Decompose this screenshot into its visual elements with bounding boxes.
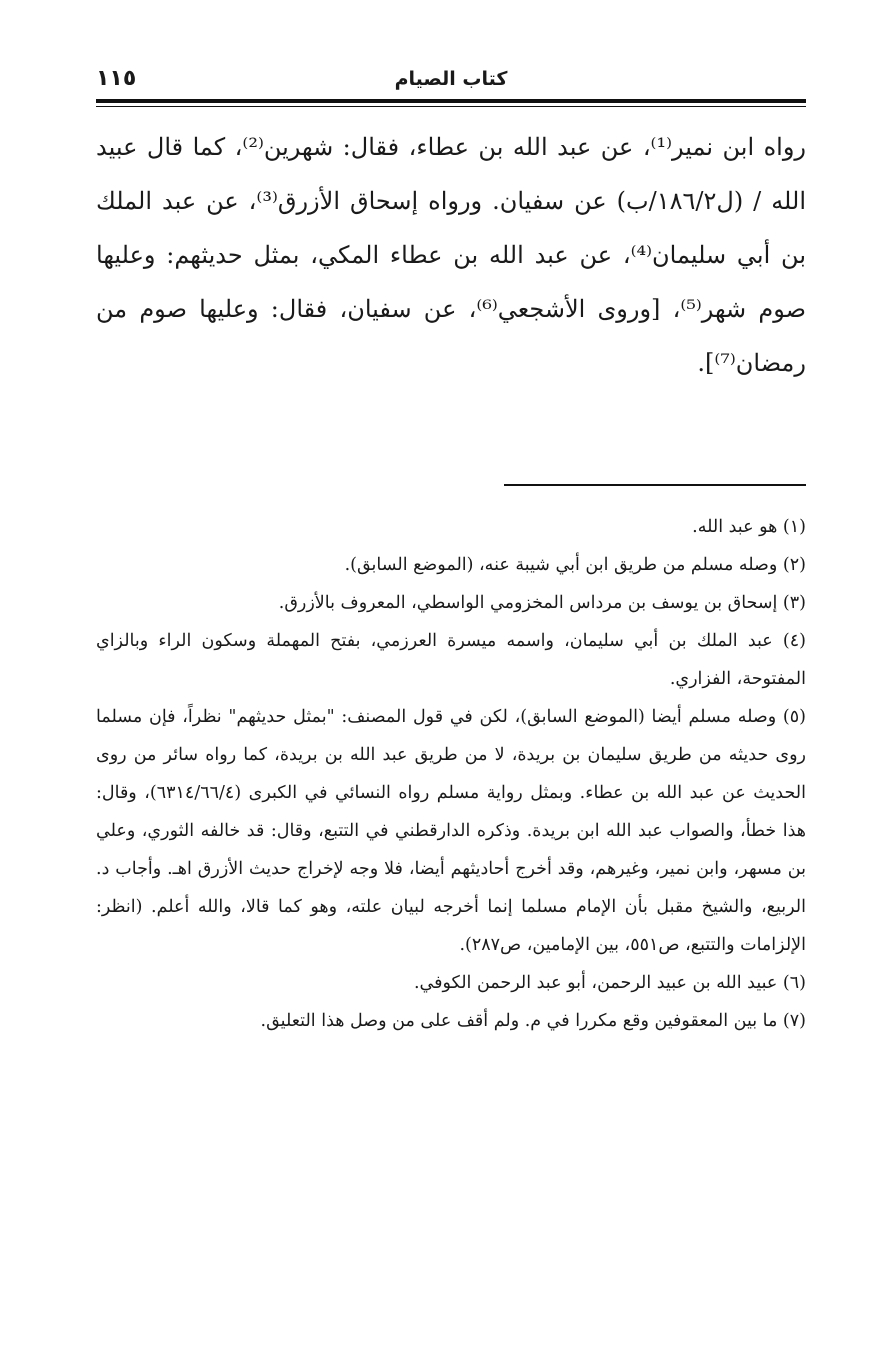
footnote-2: (٢) وصله مسلم من طريق ابن أبي شيبة عنه، (الموضع السابق). [344, 555, 806, 575]
footnotes-block [96, 508, 806, 1040]
footnote-6: (٦) عبيد الله بن عبيد الرحمن، أبو عبد الرحمن الكوفي. [413, 973, 806, 993]
running-header [96, 66, 806, 100]
footnote-4: (٤) عبد الملك بن أبي سليمان، واسمه ميسرة العرزمي، بفتح المهملة وسكون الراء وبالزاي المفتوحة، الفزاري. [96, 631, 806, 689]
footnote-separator [504, 484, 806, 486]
page-number: ١١٥ [96, 66, 137, 91]
footnote-1: (١) هو عبد الله. [692, 517, 806, 537]
footnote-5: (٥) وصله مسلم أيضا (الموضع السابق)، لكن في قول المصنف: "بمثل حديثهم" نظراً، فإن مسلما روى حديثه من طريق سليمان بن بريدة، لا من طريق عبد الله بن بريدة، كما رواه سائر من روى الحديث عن عبد الله بن عطاء. وبمثل رواية مسلم رواه النسائي في الكبرى (٦٣١٤/٦٦/٤)، وقال: هذا خطأ، والصواب عبد الله ابن بريدة. وذكره الدارقطني في التتبع، وقال: قد خالفه الثوري، وعلي بن مسهر، وابن نمير، وغيرهم، وقد أخرج أحاديثهم أيضا، فلا وجه لإخراج حديث الأزرق اهـ. وأجاب د. الربيع، والشيخ مقبل بأن الإمام مسلما إنما أخرجه لبيان علته، وهو كما قالا، والله أعلم. (انظر: الإلزامات والتتبع، ص٥٥١، بين الإمامين، ص٢٨٧). [96, 707, 806, 955]
chapter-title: كتاب الصيام [394, 68, 508, 90]
header-rule-thick [96, 99, 806, 103]
main-paragraph: رواه ابن نمير⁽¹⁾، عن عبد الله بن عطاء، فقال: شهرين⁽²⁾، كما قال عبيد الله / (ل١٨٦/٢/ب) عن سفيان. ورواه إسحاق الأزرق⁽³⁾، عن عبد الملك بن أبي سليمان⁽⁴⁾، عن عبد الله بن عطاء المكي، بمثل حديثهم: وعليها صوم شهر⁽⁵⁾، [وروى الأشجعي⁽⁶⁾، عن سفيان، فقال: وعليها صوم من رمضان⁽⁷⁾]. [96, 133, 807, 377]
footnote-7: (٧) ما بين المعقوفين وقع مكررا في م. ولم أقف على من وصل هذا التعليق. [260, 1011, 806, 1031]
footnote-3: (٣) إسحاق بن يوسف بن مرداس المخزومي الواسطي، المعروف بالأزرق. [278, 593, 806, 613]
main-text-block [96, 120, 806, 390]
header-rule-thin [96, 106, 806, 107]
